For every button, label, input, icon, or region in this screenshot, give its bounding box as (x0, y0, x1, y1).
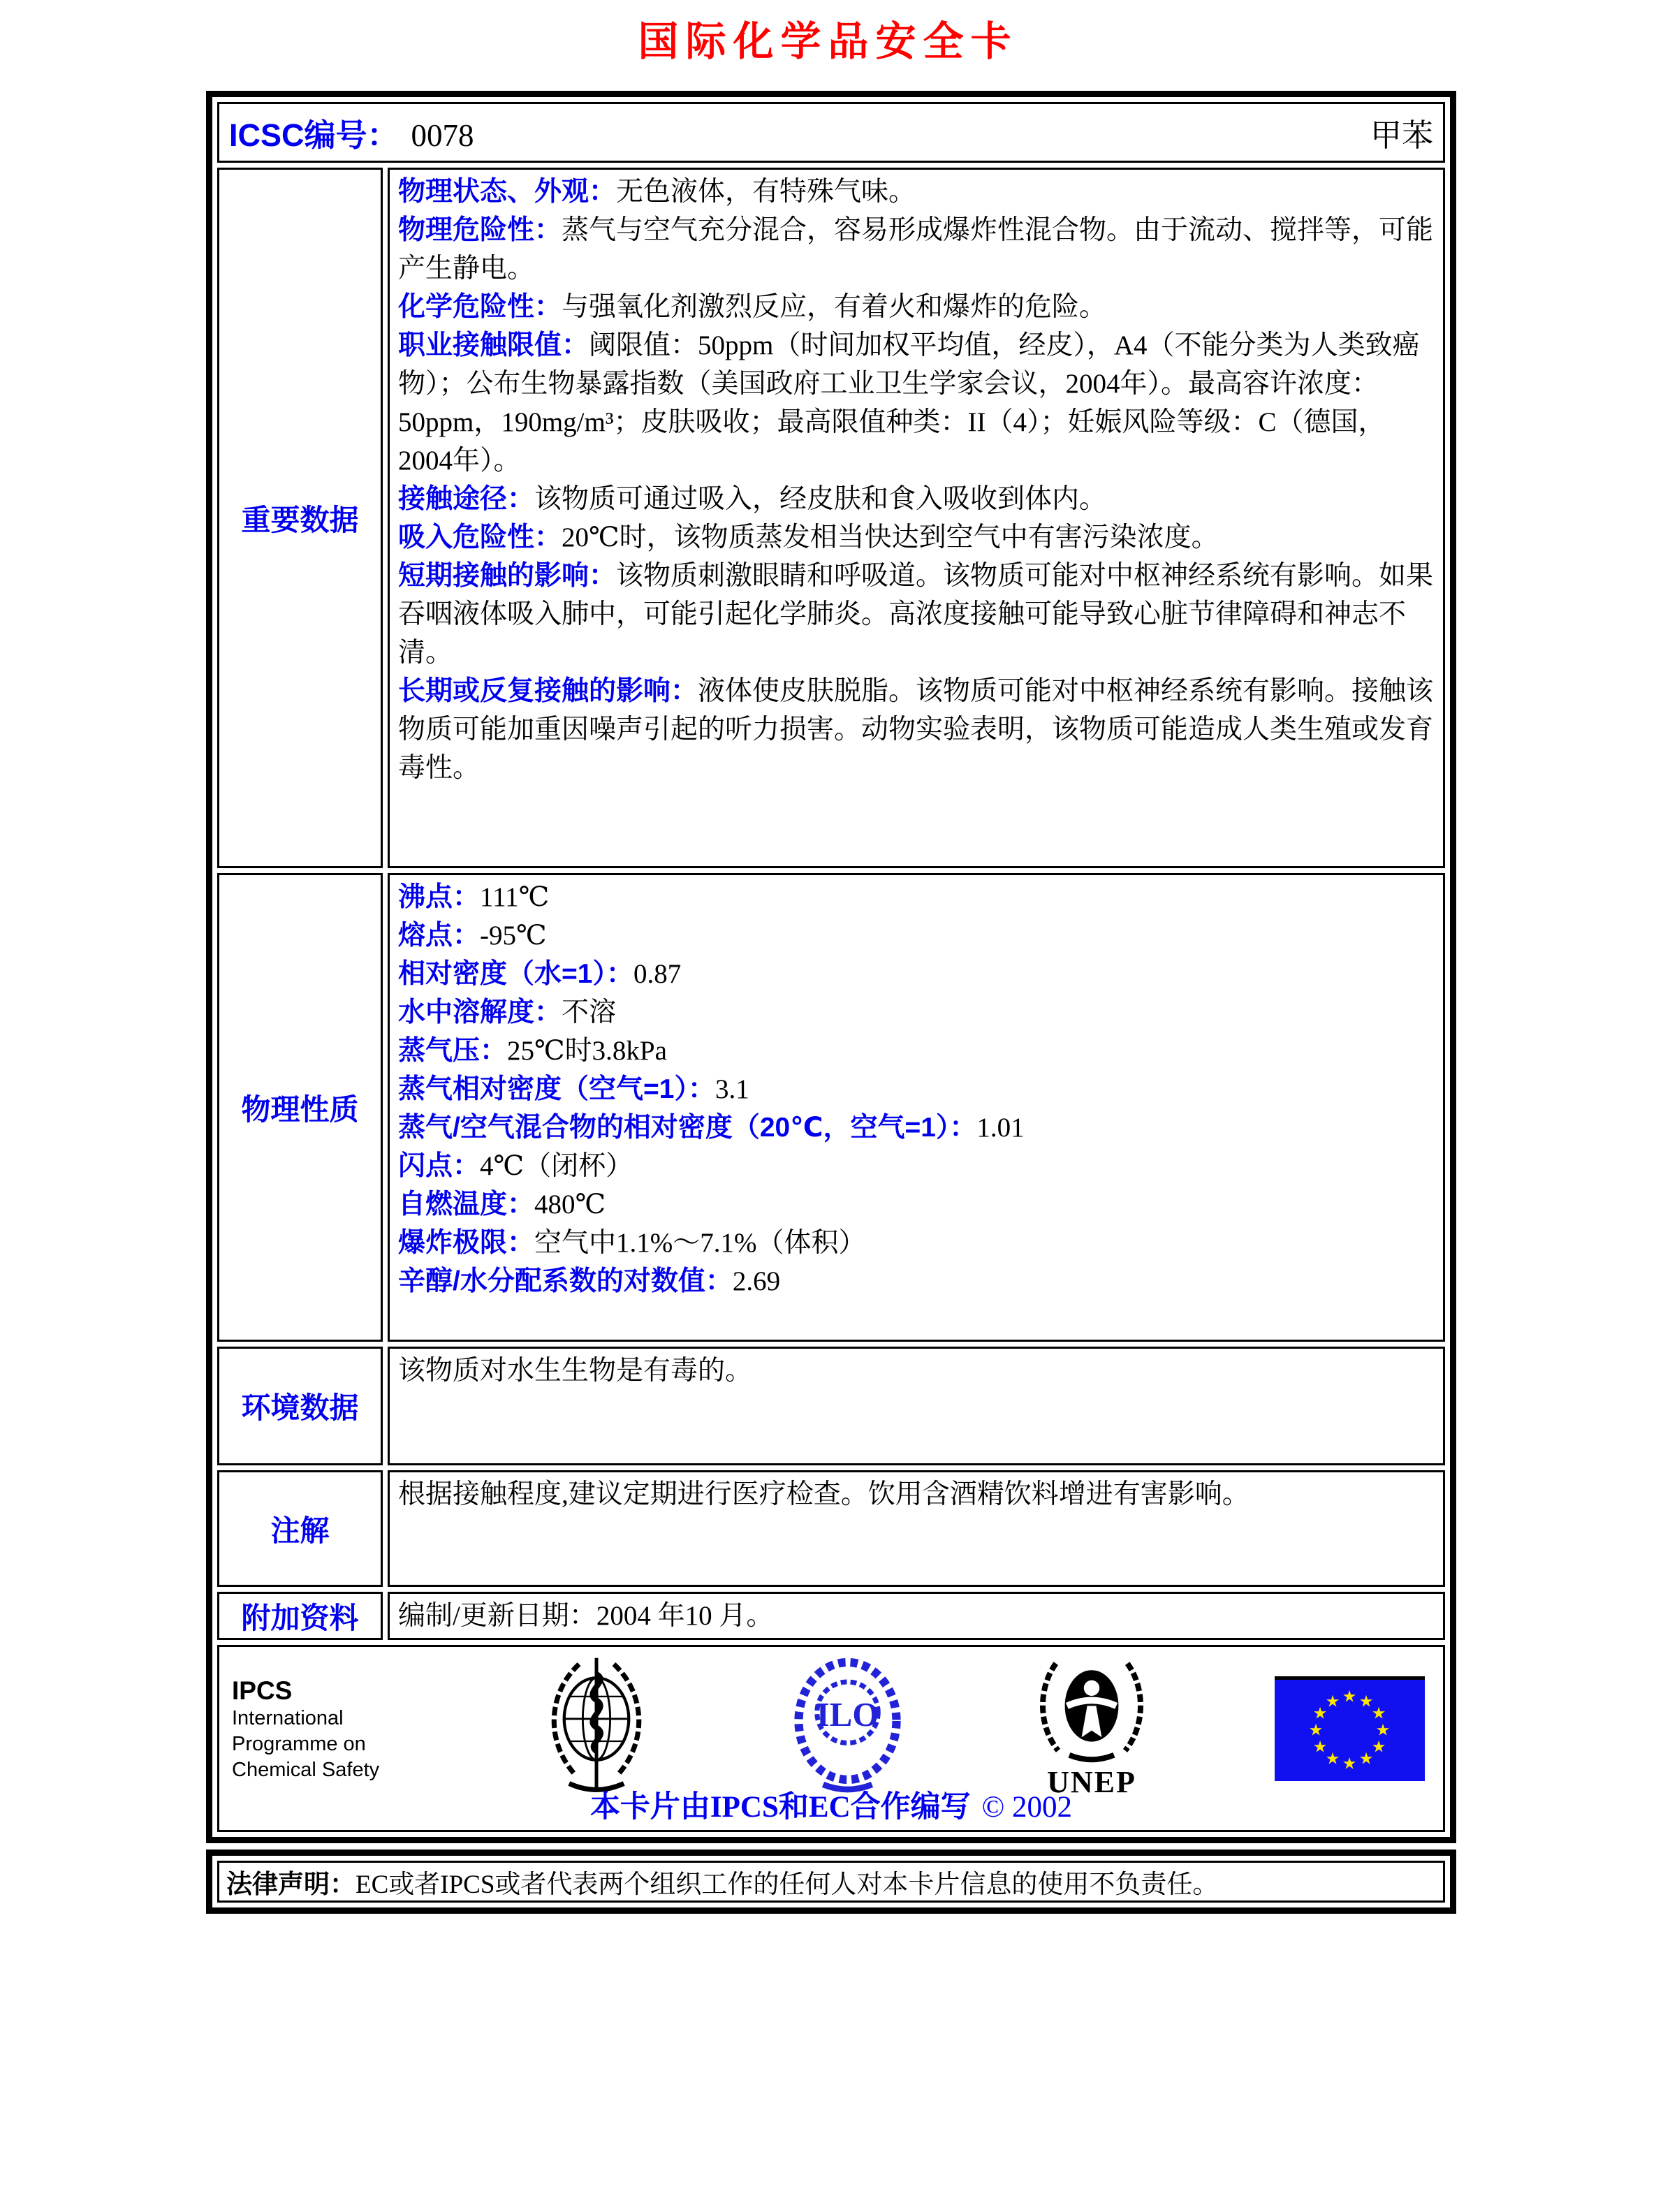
eu-flag-icon: ★ ★ ★ ★ ★ ★ ★ ★ ★ ★ ★ ★ (1275, 1676, 1425, 1781)
important-data-item: 长期或反复接触的影响：液体使皮肤脱脂。该物质可能对中枢神经系统有影响。接触该物质可能加重因噪声引起的听力损害。动物实验表明，该物质可能造成人类生殖或发育毒性。 (398, 676, 1434, 783)
icsc-number-value: 0078 (411, 118, 474, 153)
ipcs-subtitle-line: Chemical Safety (232, 1759, 380, 1781)
environmental-data-content (388, 1347, 1445, 1465)
ipcs-title: IPCS (232, 1676, 293, 1705)
physical-property-item: 爆炸极限：空气中1.1%～7.1%（体积） (398, 1228, 866, 1258)
physical-property-item: 蒸气/空气混合物的相对密度（20℃，空气=1）：1.01 (398, 1113, 1025, 1143)
physical-properties-content (388, 873, 1445, 1342)
footer-logos-row (217, 1645, 1445, 1832)
physical-property-item: 水中溶解度：不溶 (398, 997, 617, 1027)
section-label-physical-properties: 物理性质 (217, 873, 383, 1342)
unep-icon (1036, 1657, 1148, 1799)
important-data-item: 职业接触限值：阈限值：50ppm（时间加权平均值，经皮），A4（不能分类为人类致癌物）；公布生物暴露指数（美国政府工业卫生学家会议，2004年）。最高容许浓度：50ppm，190mg/m³；皮肤吸收；最高限值种类：II（4）；妊娠风险等级：C（德国，2004年）。 (398, 330, 1420, 476)
card-header-row (217, 102, 1445, 163)
physical-property-item: 沸点：111℃ (398, 882, 550, 912)
icsc-number-label: ICSC编号： (229, 117, 399, 153)
unep-label: UNEP (1047, 1765, 1136, 1799)
important-data-item: 化学危险性：与强氧化剂激烈反应，有着火和爆炸的危险。 (398, 292, 1107, 322)
section-label-additional-info: 附加资料 (217, 1592, 383, 1640)
legal-notice-cell (217, 1861, 1445, 1903)
physical-property-item: 辛醇/水分配系数的对数值：2.69 (398, 1266, 781, 1296)
chemical-name: 甲苯 (1370, 118, 1433, 153)
section-label-important-data: 重要数据 (217, 168, 383, 868)
physical-property-item: 蒸气压：25℃时3.8kPa (398, 1036, 667, 1066)
who-icon (534, 1657, 659, 1803)
ilo-icon (786, 1657, 909, 1800)
additional-info-text: 编制/更新日期：2004 年10 月。 (398, 1601, 774, 1631)
icsc-card-table (206, 91, 1456, 1843)
legal-label: 法律声明： (226, 1870, 356, 1898)
notes-text: 根据接触程度,建议定期进行医疗检查。饮用含酒精饮料增进有害影响。 (398, 1479, 1250, 1509)
notes-content (388, 1470, 1445, 1587)
important-data-item: 吸入危险性：20℃时，该物质蒸发相当快达到空气中有害污染浓度。 (398, 522, 1219, 552)
environmental-data-text: 该物质对水生生物是有毒的。 (398, 1356, 753, 1386)
section-label-notes: 注解 (217, 1470, 383, 1587)
legal-text: EC或者IPCS或者代表两个组织工作的任何人对本卡片信息的使用不负责任。 (356, 1870, 1219, 1899)
ipcs-subtitle-line: International (232, 1707, 344, 1729)
important-data-item: 物理危险性：蒸气与空气充分混合，容易形成爆炸性混合物。由于流动、搅拌等，可能产生静电。 (398, 215, 1434, 284)
physical-property-item: 蒸气相对密度（空气=1）：3.1 (398, 1074, 749, 1104)
svg-text:ILO: ILO (816, 1695, 879, 1734)
icsc-number-group (229, 110, 474, 155)
physical-property-item: 相对密度（水=1）：0.87 (398, 959, 682, 989)
section-label-environmental-data: 环境数据 (217, 1347, 383, 1465)
legal-notice-box (206, 1850, 1456, 1914)
important-data-item: 物理状态、外观：无色液体，有特殊气味。 (398, 177, 916, 207)
footer-caption: 本卡片由IPCS和EC合作编写 © 2002 (589, 1791, 1073, 1824)
physical-property-item: 熔点：-95℃ (398, 921, 547, 951)
important-data-content (388, 168, 1445, 868)
page-title: 国际化学品安全卡 (638, 19, 1018, 64)
important-data-item: 接触途径：该物质可通过吸入，经皮肤和食入吸收到体内。 (398, 484, 1107, 514)
additional-info-content (388, 1592, 1445, 1640)
physical-property-item: 闪点：4℃（闭杯） (398, 1151, 633, 1181)
ipcs-subtitle-line: Programme on (232, 1733, 366, 1755)
footer-copyright: © 2002 (981, 1791, 1073, 1824)
important-data-item: 短期接触的影响：该物质刺激眼睛和呼吸道。该物质可能对中枢神经系统有影响。如果吞咽液体吸入肺中，可能引起化学肺炎。高浓度接触可能导致心脏节律障碍和神志不清。 (398, 561, 1434, 668)
ipcs-logo-text (232, 1676, 406, 1783)
physical-property-item: 自燃温度：480℃ (398, 1189, 606, 1219)
